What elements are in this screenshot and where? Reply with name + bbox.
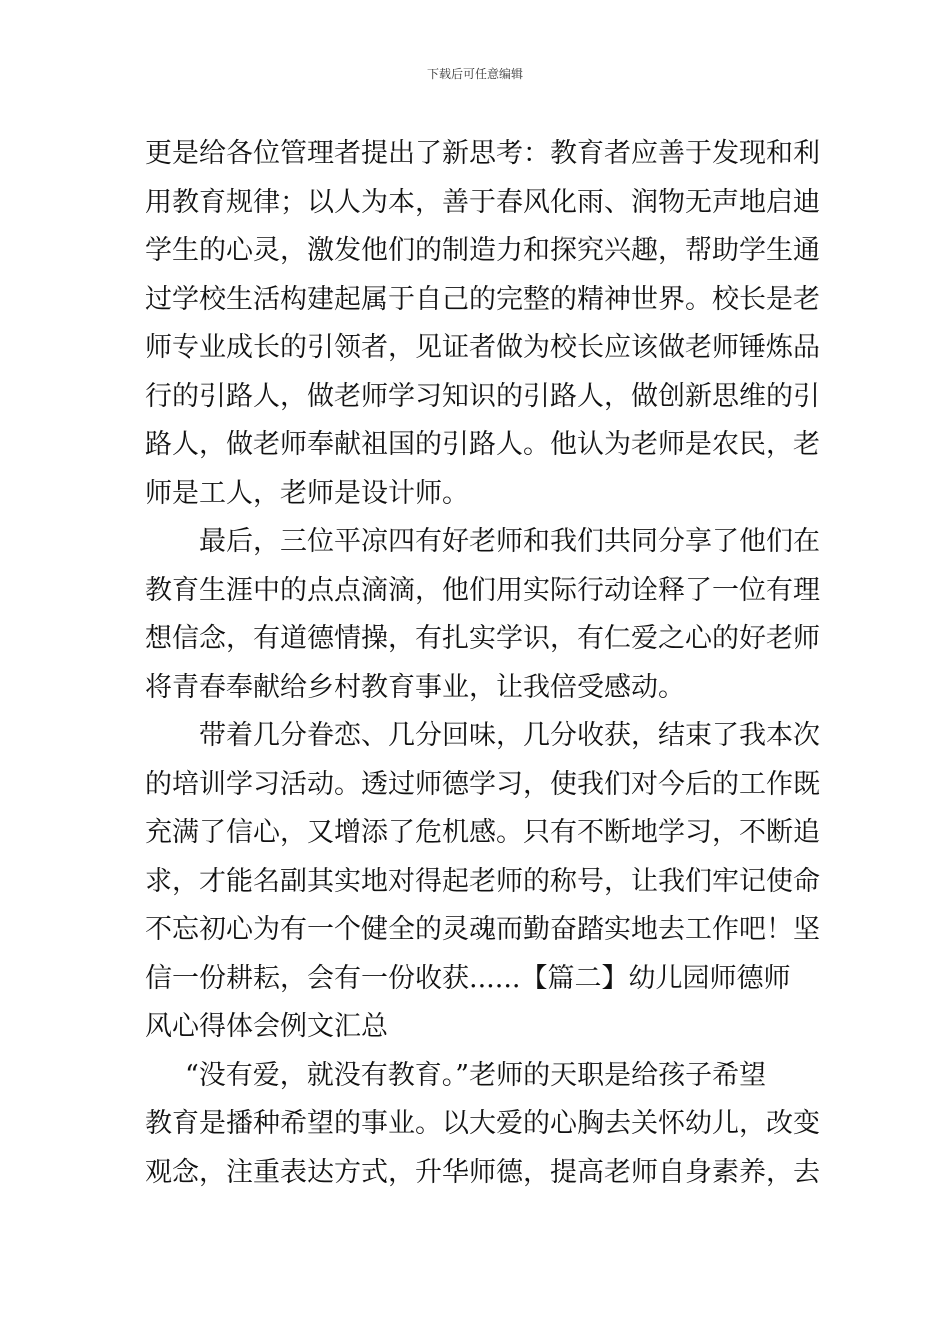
text-line: 观念，注重表达方式，升华师德，提高老师自身素养，去 [145, 1156, 820, 1188]
text-line: 用教育规律；以人为本，善于春风化雨、润物无声地启迪 [145, 186, 820, 218]
text-line: 教育是播种希望的事业。以大爱的心胸去关怀幼儿，改变 [145, 1108, 820, 1139]
text-line: 过学校生活构建起属于自己的完整的精神世界。校长是老 [145, 283, 820, 315]
paragraph-start-line: “没有爱，就没有教育。”老师的天职是给孩子希望 [185, 1059, 767, 1091]
text-line: 师是工人，老师是设计师。 [145, 477, 469, 509]
text-line: 更是给各位管理者提出了新思考：教育者应善于发现和利 [145, 138, 820, 169]
text-line: 风心得体会例文汇总 [145, 1011, 388, 1042]
document-body [145, 130, 820, 1197]
page-header: 下载后可任意编辑 [426, 67, 523, 81]
text-line: 不忘初心为有一个健全的灵魂而勤奋踏实地去工作吧！坚 [145, 914, 820, 945]
text-line: 行的引路人，做老师学习知识的引路人，做创新思维的引 [145, 380, 820, 412]
text-line: 充满了信心，又增添了危机感。只有不断地学习，不断追 [145, 817, 820, 848]
text-line: 教育生涯中的点点滴滴，他们用实际行动诠释了一位有理 [145, 574, 820, 606]
paragraph-start-line: 最后，三位平凉四有好老师和我们共同分享了他们在 [199, 526, 820, 557]
text-line: 将青春奉献给乡村教育事业，让我倍受感动。 [145, 671, 685, 703]
text-line: 想信念，有道德情操，有扎实学识，有仁爱之心的好老师 [145, 623, 820, 654]
text-line: 师专业成长的引领者，见证者做为校长应该做老师锤炼品 [145, 332, 820, 363]
text-line: 信一份耕耘，会有一份收获......【篇二】幼儿园师德师 [145, 962, 791, 994]
text-line: 求，才能名副其实地对得起老师的称号，让我们牢记使命 [145, 865, 820, 897]
text-line: 路人，做老师奉献祖国的引路人。他认为老师是农民，老 [145, 429, 820, 460]
paragraph-start-line: 带着几分眷恋、几分回味，几分收获，结束了我本次 [199, 720, 820, 751]
text-line: 学生的心灵，激发他们的制造力和探究兴趣，帮助学生通 [145, 235, 820, 266]
text-line: 的培训学习活动。透过师德学习，使我们对今后的工作既 [145, 768, 820, 800]
